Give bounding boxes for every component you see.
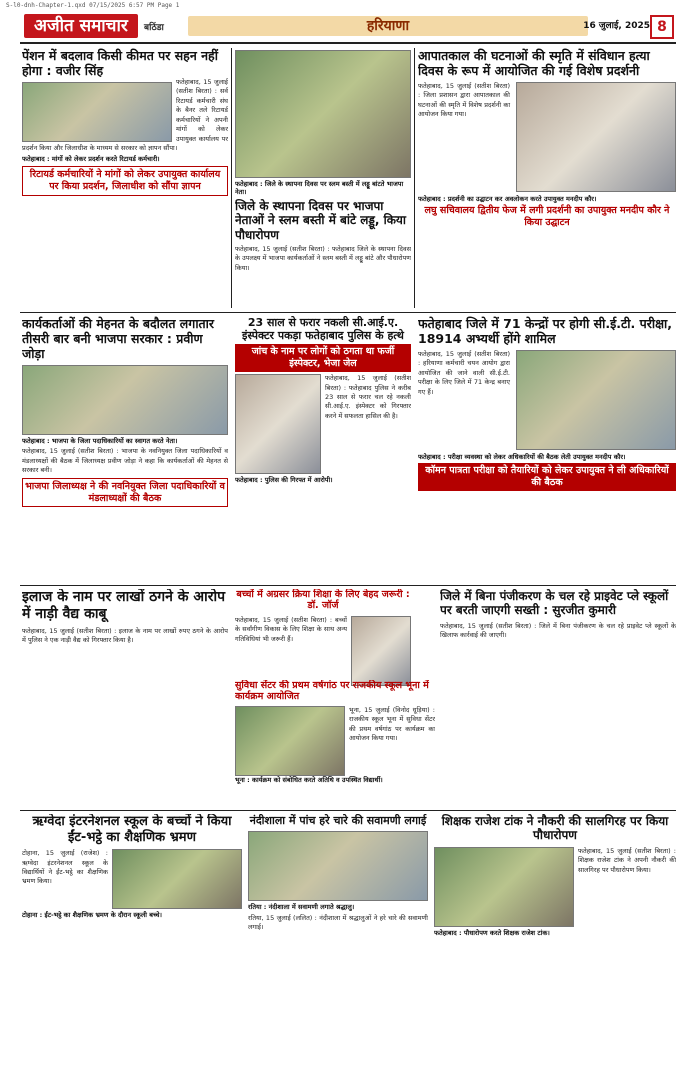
article-exhibition bbox=[418, 48, 676, 310]
article-fake-inspector bbox=[235, 316, 411, 582]
section-title: हरियाणा bbox=[188, 16, 588, 36]
photo-caption: फतेहाबाद : परीक्षा व्यवस्था को लेकर अधिकारियों की बैठक लेती उपायुक्त मनदीप कौर। bbox=[418, 453, 626, 461]
article-fraud-vaidya bbox=[22, 589, 228, 807]
row-rule bbox=[20, 585, 676, 586]
article-body: फतेहाबाद, 15 जुलाई (सतीश बिरता) : भाजपा के नवनियुक्त जिला पदाधिकारियों व मंडलाध्यक्षों की बैठक में जिलाध्यक्ष प्रवीण जोड़ा ने कहा कि कार्यकर्ताओं की मेहनत से सरकार बनी। bbox=[22, 447, 228, 475]
article-photo bbox=[235, 374, 321, 474]
article-pension bbox=[22, 48, 228, 310]
article-foundation-day bbox=[235, 50, 411, 308]
headline: फतेहाबाद जिले में 71 केन्द्रों पर होगी सी.ई.टी. परीक्षा, 18914 अभ्यर्थी होंगे शामिल bbox=[418, 316, 673, 346]
article-body: टोहाना, 15 जुलाई (राजेश) : ऋग्वेदा इंटरनेशनल स्कूल के विद्यार्थियों ने ईंट-भट्ठे का शैक्षणिक भ्रमण किया। bbox=[22, 849, 108, 886]
row-rule bbox=[20, 810, 676, 811]
article-body: फतेहाबाद, 15 जुलाई (सतीश बिरता) : जिले में बिना पंजीकरण के चल रहे प्राइवेट प्ले स्कूलों के खिलाफ कार्रवाई की जाएगी। bbox=[440, 621, 676, 640]
headline: सुविधा सेंटर की प्रथम वर्षगांठ पर राजकीय स्कूल भूना में कार्यक्रम आयोजित bbox=[235, 680, 429, 703]
print-slug: S-l0-dnh-Chapter-1.qxd 07/15/2025 6:57 PM Page 1 bbox=[6, 2, 180, 9]
photo-caption: फतेहाबाद : भाजपा के जिला पदाधिकारियों का स्वागत करते नेता। bbox=[22, 437, 178, 445]
subheadline: कॉमन पात्रता परीक्षा को तैयारियों को लेकर उपायुक्त ने ली अधिकारियों की बैठक bbox=[418, 463, 676, 491]
article-body: फतेहाबाद, 15 जुलाई (सतीश बिरता) : शिक्षक राजेश टांक ने अपनी नौकरी की सालगिरह पर पौधारोपण किया। bbox=[578, 846, 676, 874]
page-number: 8 bbox=[650, 15, 674, 39]
article-body: फतेहाबाद, 15 जुलाई (सतीश बिरता) : फतेहाबाद जिले के स्थापना दिवस के उपलक्ष्य में भाजपा कार्यकर्ताओं ने स्लम बस्ती में लड्डू बांटे और पौधारोपण किया। bbox=[235, 245, 411, 272]
article-bhuna-school bbox=[235, 680, 435, 808]
article-body: रतिया, 15 जुलाई (ललित) : नंदीशाला में श्रद्धालुओं ने हरे चारे की सवामणी लगाई। bbox=[248, 913, 428, 932]
article-photo bbox=[235, 50, 411, 178]
headline: शिक्षक राजेश टांक ने नौकरी की सालगिरह पर किया पौधारोपण bbox=[441, 814, 669, 843]
photo-caption: भूना : कार्यक्रम को संबोधित करते अतिथि व उपस्थित विद्यार्थी। bbox=[235, 775, 383, 784]
article-photo bbox=[516, 82, 676, 192]
article-body: फतेहाबाद, 15 जुलाई (सतीश बिरता) : बच्चों के सर्वांगीण विकास के लिए शिक्षा के साथ अन्य गतिविधियां भी जरूरी हैं। bbox=[235, 615, 347, 643]
headline: ऋग्वेदा इंटरनेशनल स्कूल के बच्चों ने किया ईंट-भट्ठे का शैक्षणिक भ्रमण bbox=[32, 814, 232, 845]
column-rule bbox=[414, 48, 415, 308]
photo-caption: फतेहाबाद : प्रदर्शनी का उद्घाटन कर अवलोकन करते उपायुक्त मनदीप कौर। bbox=[418, 195, 597, 203]
article-tree-plantation bbox=[434, 814, 676, 1086]
headline: जिले में बिना पंजीकरण के चल रहे प्राइवेट प्ले स्कूलों पर बरती जाएगी सख्ती : सुरजीत कुमारी bbox=[440, 589, 669, 618]
masthead bbox=[20, 14, 676, 44]
article-bjp-meeting bbox=[22, 316, 228, 582]
headline: इलाज के नाम पर लाखों ठगने के आरोप में नाड़ी वैद्य काबू bbox=[22, 589, 226, 622]
article-photo bbox=[434, 847, 574, 927]
article-body: फतेहाबाद, 15 जुलाई (सतीश बिरता) : इलाज के नाम पर लाखों रुपए ठगने के आरोप में पुलिस ने एक नाड़ी वैद्य को गिरफ्तार किया है। bbox=[22, 626, 228, 645]
newspaper-logo: अजीत समाचार bbox=[24, 14, 138, 38]
issue-date: 16 जुलाई, 2025 bbox=[583, 21, 650, 31]
photo-caption: रतिया : नंदीशाला में सवामणी लगाते श्रद्धालु। bbox=[248, 903, 355, 912]
article-body: फतेहाबाद, 15 जुलाई (सतीश बिरता) : सर्व रिटायर्ड कर्मचारी संघ के बैनर तले रिटायर्ड कर्मचारियों ने अपनी मांगों को लेकर उपायुक्त कार्यालय पर प्रदर्शन किया और जिलाधीश के माध्यम से सरकार को ज्ञापन सौंपा। bbox=[22, 78, 228, 152]
portrait-photo bbox=[351, 616, 411, 686]
photo-caption: टोहाना : ईंट-भट्ठे का शैक्षणिक भ्रमण के दौरान स्कूली बच्चे। bbox=[22, 911, 162, 920]
article-photo bbox=[248, 831, 428, 901]
article-body: फतेहाबाद, 15 जुलाई (सतीश बिरता) : जिला प्रशासन द्वारा आपातकाल की घटनाओं की स्मृति में विशेष प्रदर्शनी का आयोजन किया गया। bbox=[418, 82, 510, 119]
column-rule bbox=[231, 48, 232, 308]
row-rule bbox=[20, 312, 676, 313]
article-rigveda-school bbox=[22, 814, 242, 1086]
article-photo bbox=[235, 706, 345, 776]
photo-caption: फतेहाबाद : जिले के स्थापना दिवस पर स्लम बस्ती में लड्डू बांटते भाजपा नेता। bbox=[235, 180, 404, 197]
headline: नंदीशाला में पांच हरे चारे की सवामणी लगाई bbox=[249, 814, 427, 827]
headline: जिले के स्थापना दिवस पर भाजपा नेताओं ने स्लम बस्ती में बांटे लड्डू, किया पौधारोपण bbox=[235, 198, 406, 242]
headline: 23 साल से फरार नकली सी.आई.ए. इंस्पेक्टर पकड़ा फतेहाबाद पुलिस के हत्थे bbox=[242, 316, 404, 343]
article-body: फतेहाबाद, 15 जुलाई (सतीश बिरता) : हरियाणा कर्मचारी चयन आयोग द्वारा आयोजित की जाने वाली सी.ई.टी. परीक्षा के लिए जिले में 71 केन्द्र बनाए गए हैं। bbox=[418, 350, 510, 396]
edition-city: बठिंडा bbox=[144, 23, 164, 33]
photo-caption: फतेहाबाद : पुलिस की गिरफ्त में आरोपी। bbox=[235, 476, 333, 485]
article-photo bbox=[22, 82, 172, 142]
headline: पेंशन में बदलाव किसी कीमत पर सहन नहीं होगा : वजीर सिंह bbox=[22, 48, 218, 78]
subheadline: लघु सचिवालय द्वितीय फेज में लगी प्रदर्शनी का उपायुक्त मनदीप कौर ने किया उद्घाटन bbox=[424, 205, 670, 229]
headline: बच्चों में अग्रसर क्रिया शिक्षा के लिए बेहद जरूरी : डॉ. जॉर्ज bbox=[236, 589, 410, 612]
article-body: फतेहाबाद, 15 जुलाई (सतीश बिरता) : फतेहाबाद पुलिस ने करीब 23 साल से फरार चल रहे नकली सी.आई.ए. इंस्पेक्टर को गिरफ्तार करने में सफलता हासिल की है। bbox=[325, 374, 411, 420]
article-nandishala bbox=[248, 814, 428, 1086]
article-body: भूना, 15 जुलाई (विनोद धूड़िया) : राजकीय स्कूल भूना में सुविधा सेंटर की प्रथम वर्षगांठ पर कार्यक्रम का आयोजन किया गया। bbox=[349, 705, 435, 743]
article-photo bbox=[112, 849, 242, 909]
headline: आपातकाल की घटनाओं की स्मृति में संविधान हत्या दिवस के रूप में आयोजित की गई विशेष प्रदर्शनी bbox=[418, 48, 650, 78]
photo-caption: फतेहाबाद : पौधारोपण करते शिक्षक राजेश टांक। bbox=[434, 928, 550, 937]
article-photo bbox=[516, 350, 676, 450]
subheadline: रिटायर्ड कर्मचारियों ने मांगों को लेकर उपायुक्त कार्यालय पर किया प्रदर्शन, जिलाधीश को सौंपा ज्ञापन bbox=[22, 166, 228, 196]
article-cet-exam bbox=[418, 316, 676, 582]
article-play-schools bbox=[440, 589, 676, 807]
photo-caption: फतेहाबाद : मांगों को लेकर प्रदर्शन करते रिटायर्ड कर्मचारी। bbox=[22, 155, 160, 164]
article-photo bbox=[22, 365, 228, 435]
subheadline: भाजपा जिलाध्यक्ष ने की नवनियुक्त जिला पदाधिकारियों व मंडलाध्यक्षों की बैठक bbox=[22, 478, 228, 508]
headline: कार्यकर्ताओं की मेहनत के बदौलत लगातार तीसरी बार बनी भाजपा सरकार : प्रवीण जोड़ा bbox=[22, 316, 215, 361]
subheadline: जांच के नाम पर लोगों को ठगता था फर्जी इंस्पेक्टर, भेजा जेल bbox=[235, 344, 411, 372]
